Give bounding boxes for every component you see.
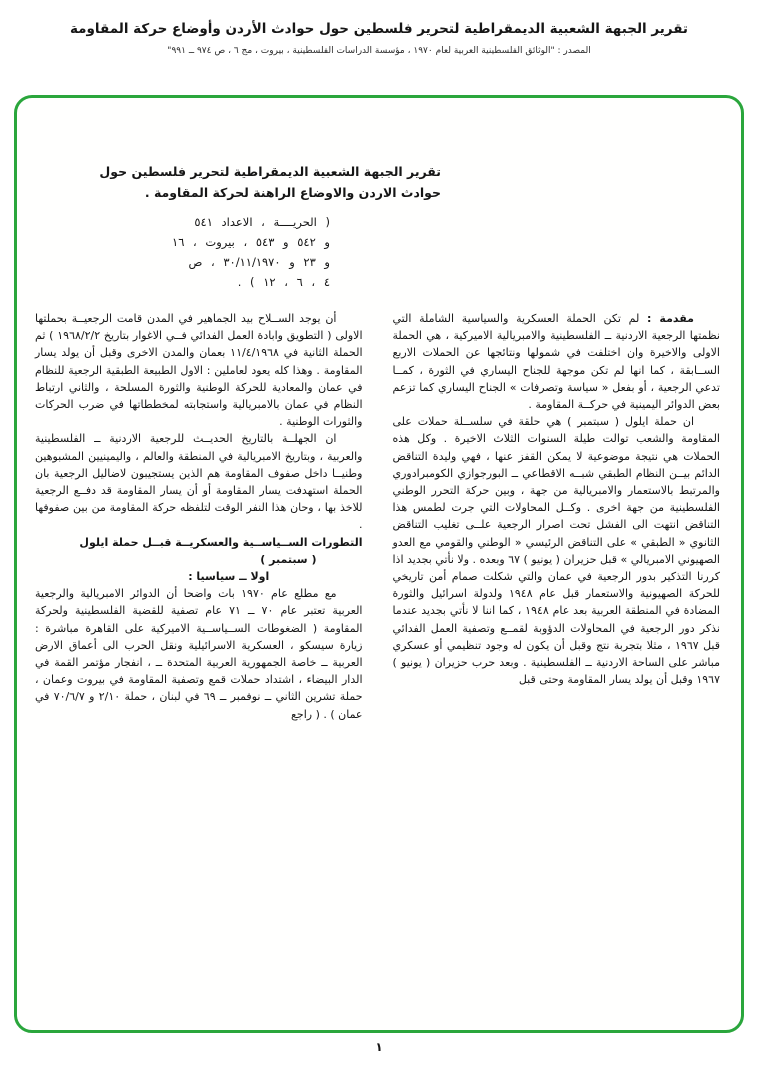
paragraph: مع مطلع عام ١٩٧٠ بات واضحا أن الدوائر الامبريالية والرجعية العربية تعتبر عام ٧٠ ــ ٧١ عام تصفية للقضية الفلسطينية ولحركة المقاومة ( الضغوطات الســياســية الاميركية على القاهرة مباشرة : زيارة سيسكو ، العسكرية الاسرائيلية ونقل الحرب الى أعماق الارض العربية ــ خاصة الجمهورية العربية المتحدة ــ ، انفجار مؤتمر القمة في الدار البيضاء ، اشتداد حملات قمع وتصفية المقاومة في بيروت وعمان ، حملة تشرين الثاني ــ نوفمبر ــ ٦٩ في لبنان ، حملة ٢/١٠ و ٧٠/٦/٧ في عمان ) . ( راجع — [35, 587, 363, 721]
intro-label: مقدمة : — [647, 312, 694, 325]
reference-block — [172, 212, 330, 292]
reference-line: و ٥٤٢ و ٥٤٣ ، بيروت ، ١٦ — [172, 235, 330, 249]
text-columns — [35, 310, 720, 723]
paragraph: أن يوجد الســلاح بيد الجماهير في المدن قامت الرجعيــة بحملتها الاولى ( التطويق وابادة العمل الفدائي فــي الاغوار بتاريخ ١٩٦٨/٢/٢ ) ثم الحملة الثانية في ١١/٤/١٩٦٨ بعمان والمدن الاخرى وقبل أن يولد يسار المقاومة . وهذا كله يعود لعاملين : الاول الطبيعة الطبقية الرجعية للنظام في عمان والمعادية للحركة الوطنية والثورة المسلحة ، والثاني ارتباط النظام في عمان بالامبريالية واستجابته لمخططاتها في ضرب الحركات والثورات الوطنية . — [35, 312, 363, 429]
intro-paragraph — [393, 310, 721, 413]
page-number: ١ — [375, 1040, 383, 1054]
subsection-heading: اولا ــ سياسيا : — [188, 570, 270, 584]
document-heading — [99, 161, 441, 203]
section-heading-continuation: ( سبتمبر ) — [260, 552, 317, 566]
page-header — [0, 0, 758, 56]
document-frame — [14, 95, 744, 1033]
column-left — [35, 310, 363, 723]
column-right — [393, 310, 721, 723]
section-heading: التطورات الســياســية والعسكريــة قبــل حملة ايلول — [79, 535, 363, 549]
paragraph: ان الجهلــة بالتاريخ الحديــث للرجعية الاردنية ــ الفلسطينية والعربية ، وبتاريخ الامبريالية في المنطقة والعالم ، واليمينيين المشبوهين وطنيــا داخل صفوف المقاومة هم الذين يستجيبون لاضاليل الرجعية بان الحملة استهدفت يسار المقاومة أو أن يسار المقاومة قد دفــع الرجعية للاخذ بها ، وحان هذا النفر الوقت لتلفظه حركة المقاومة من بين صفوفها . — [35, 432, 363, 532]
reference-line: و ٢٣ و ٣٠/١١/١٩٧٠ ، ص — [188, 255, 330, 269]
paragraph-text: لم تكن الحملة العسكرية والسياسية الشاملة التي نظمتها الرجعية الاردنية ــ الفلسطينية والامبريالية الاميركية ، هي الحملة الاولى والاخيرة وان اختلفت في شمولها ونتائجها عن الحملات الاربع الســابقة ، كما انها لم تكن موجهة للجناح اليساري في الثورة ، كمــا تدعي الرجعية ، أو بفعل « سياسة وتصرفات » الجناح اليساري كما تزعم بعض الدوائر اليمينية في حركــة المقاومة . — [392, 312, 720, 412]
report-title: تقرير الجبهة الشعبية الديمقراطية لتحرير فلسطين حول حوادث الأردن وأوضاع حركة المقاومة — [70, 21, 688, 37]
paragraph: ان حملة ايلول ( سبتمبر ) هي حلقة في سلســلة حملات على المقاومة والشعب توالت طيلة السنوات الثلاث الاخيرة . وكل هذه الحملات هي نتيجة موضوعية لا يمكن القفز عنها ، فهي وليدة التناقض الدائم بيــن النظام الطبقي شبــه الاقطاعي ــ البورجوازي الكومبرادوري والمرتبط بالاستعمار والامبريالية من جهة ، وبين حركة التحرر الوطني الفلسطينية من جهة اخرى . وكــل المحاولات التي جرت لطمس هذا التناقض انتهت الى الفشل تحت اصرار الرجعية علــى تغليب التناقض الثانوي « الطبقي » على التناقض الرئيسي « الوطني والقومي مع العدو الصهيوني الامبريالي » قبل حزيران ( يونيو ) ٦٧ وبعده . ولا نأتي بجديد اذا كررنا التذكير بدور الرجعية في عمان والتي شكلت صمام أمن تاريخي للحركة الصهيونية والاستعمار قبل عام ١٩٤٨ ولدولة اسرائيل والثورة المضادة في المنطقة العربية بعد عام ١٩٤٨ ، كما اننا لا نأتي بجديد عندما نذكر دور الرجعية في المحاولات الدؤوبة لقمــع وتصفية العمل الفدائي قبل ١٩٦٧ ، مثلا بتجربة نتج وقبل أن يكون له وجود تنظيمي أو عسكري مباشر على الساحة الاردنية ــ الفلسطينية . وبعد حرب حزيران ( يونيو ) ١٩٦٧ وقبل أن يولد يسار المقاومة وحتى قبل — [392, 415, 721, 687]
source-citation: المصدر : "الوثائق الفلسطينية العربية لعام ١٩٧٠ ، مؤسسة الدراسات الفلسطينية ، بيروت ، مج ٦ ، ص ٩٧٤ ــ ٩٩١" — [167, 46, 591, 56]
reference-line: ٤ ، ٦ ، ١٢ ) . — [237, 275, 330, 289]
doc-title-line2: حوادث الاردن والاوضاع الراهنة لحركة المقاومة . — [144, 185, 441, 200]
reference-line: ( الحريــــة ، الاعداد ٥٤١ — [194, 215, 330, 229]
doc-title-line1: تقرير الجبهة الشعبية الديمقراطية لتحرير فلسطين حول — [99, 164, 441, 179]
